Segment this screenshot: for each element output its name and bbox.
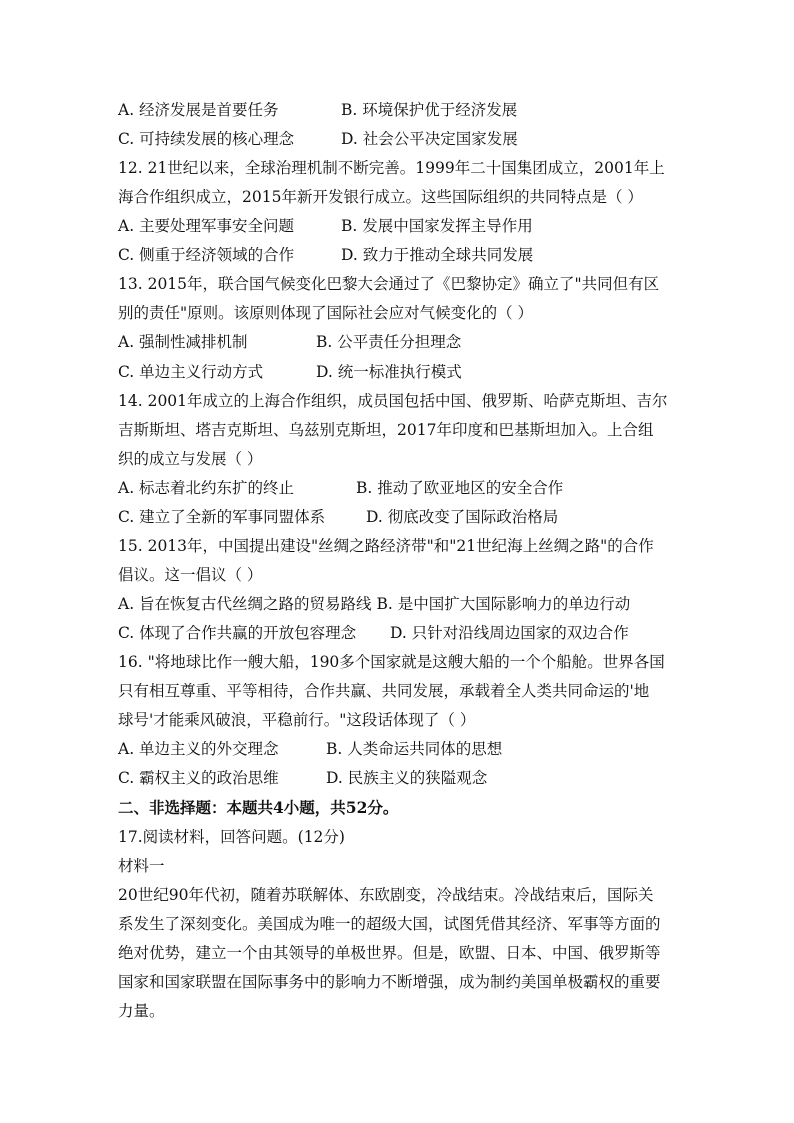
q16-option-a: A. 单边主义的外交理念: [118, 740, 279, 758]
q14-option-b: B. 推动了欧亚地区的安全合作: [356, 479, 564, 497]
q15-stem-line-1: 15. 2013年，中国提出建设"丝绸之路经济带"和"21世纪海上丝绸之路"的合作: [118, 537, 654, 555]
material-line-1: 20世纪90年代初，随着苏联解体、东欧剧变，冷战结束。冷战结束后，国际关: [118, 886, 654, 904]
q13-option-c: C. 单边主义行动方式: [118, 363, 264, 381]
q13-stem-line-1: 13. 2015年，联合国气候变化巴黎大会通过了《巴黎协定》确立了"共同但有区: [118, 275, 660, 293]
q12-stem-line-2: 海合作组织成立，2015年新开发银行成立。这些国际组织的共同特点是（ ）: [118, 188, 643, 206]
q14-stem-line-3: 织的成立与发展（ ）: [118, 450, 263, 468]
q12-option-d: D. 致力于推动全球共同发展: [341, 246, 534, 264]
q12-option-b: B. 发展中国家发挥主导作用: [341, 217, 533, 235]
q15-options-row-1: A. 旨在恢复古代丝绸之路的贸易路线 B. 是中国扩大国际影响力的单边行动: [118, 595, 631, 613]
q16-stem-line-1: 16. "将地球比作一艘大船，190多个国家就是这艘大船的一个个船舱。世界各国: [118, 653, 665, 671]
q13-stem-line-2: 别的责任"原则。该原则体现了国际社会应对气候变化的（ ）: [118, 304, 534, 322]
q14-option-d: D. 彻底改变了国际政治格局: [366, 508, 559, 526]
q16-stem-line-3: 球号'才能乘风破浪，平稳前行。"这段话体现了（ ）: [118, 711, 476, 729]
material-label: 材料一: [118, 857, 165, 875]
q17-stem: 17.阅读材料，回答问题。(12分): [118, 828, 345, 846]
q14-stem-line-2: 吉斯斯坦、塔吉克斯坦、乌兹别克斯坦，2017年印度和巴基斯坦加入。上合组: [118, 421, 654, 439]
q13-option-b: B. 公平责任分担理念: [316, 333, 462, 351]
q15-option-c: C. 体现了合作共赢的开放包容理念: [118, 624, 357, 642]
material-line-2: 系发生了深刻变化。美国成为唯一的超级大国，试图凭借其经济、军事等方面的: [118, 915, 661, 933]
q16-option-d: D. 民族主义的狭隘观念: [326, 769, 488, 787]
q14-option-c: C. 建立了全新的军事同盟体系: [118, 508, 326, 526]
section-heading: 二、非选择题：本题共4小题，共52分。: [118, 798, 399, 817]
q13-option-d: D. 统一标准执行模式: [316, 363, 462, 381]
q12-option-a: A. 主要处理军事安全问题: [118, 217, 295, 235]
q11-option-d: D. 社会公平决定国家发展: [341, 130, 518, 148]
q11-option-a: A. 经济发展是首要任务: [118, 101, 279, 119]
q12-stem-line-1: 12. 21世纪以来，全球治理机制不断完善。1999年二十国集团成立，2001年上: [118, 159, 665, 177]
q16-stem-line-2: 只有相互尊重、平等相待，合作共赢、共同发展，承载着全人类共同命运的'地: [118, 682, 650, 700]
q11-option-c: C. 可持续发展的核心理念: [118, 130, 295, 148]
q15-stem-line-2: 倡议。这一倡议（ ）: [118, 566, 263, 584]
material-line-3: 绝对优势，建立一个由其领导的单极世界。但是，欧盟、日本、中国、俄罗斯等: [118, 944, 661, 962]
q14-stem-line-1: 14. 2001年成立的上海合作组织，成员国包括中国、俄罗斯、哈萨克斯坦、吉尔: [118, 392, 668, 410]
q16-option-c: C. 霸权主义的政治思维: [118, 769, 279, 787]
material-line-5: 力量。: [118, 1002, 165, 1020]
q14-option-a: A. 标志着北约东扩的终止: [118, 479, 295, 497]
material-line-4: 国家和国家联盟在国际事务中的影响力不断增强，成为制约美国单极霸权的重要: [118, 973, 661, 991]
q12-option-c: C. 侧重于经济领域的合作: [118, 246, 295, 264]
q15-option-d: D. 只针对沿线周边国家的双边合作: [390, 624, 629, 642]
q16-option-b: B. 人类命运共同体的思想: [326, 740, 503, 758]
q13-option-a: A. 强制性减排机制: [118, 333, 248, 351]
q11-option-b: B. 环境保护优于经济发展: [341, 101, 518, 119]
